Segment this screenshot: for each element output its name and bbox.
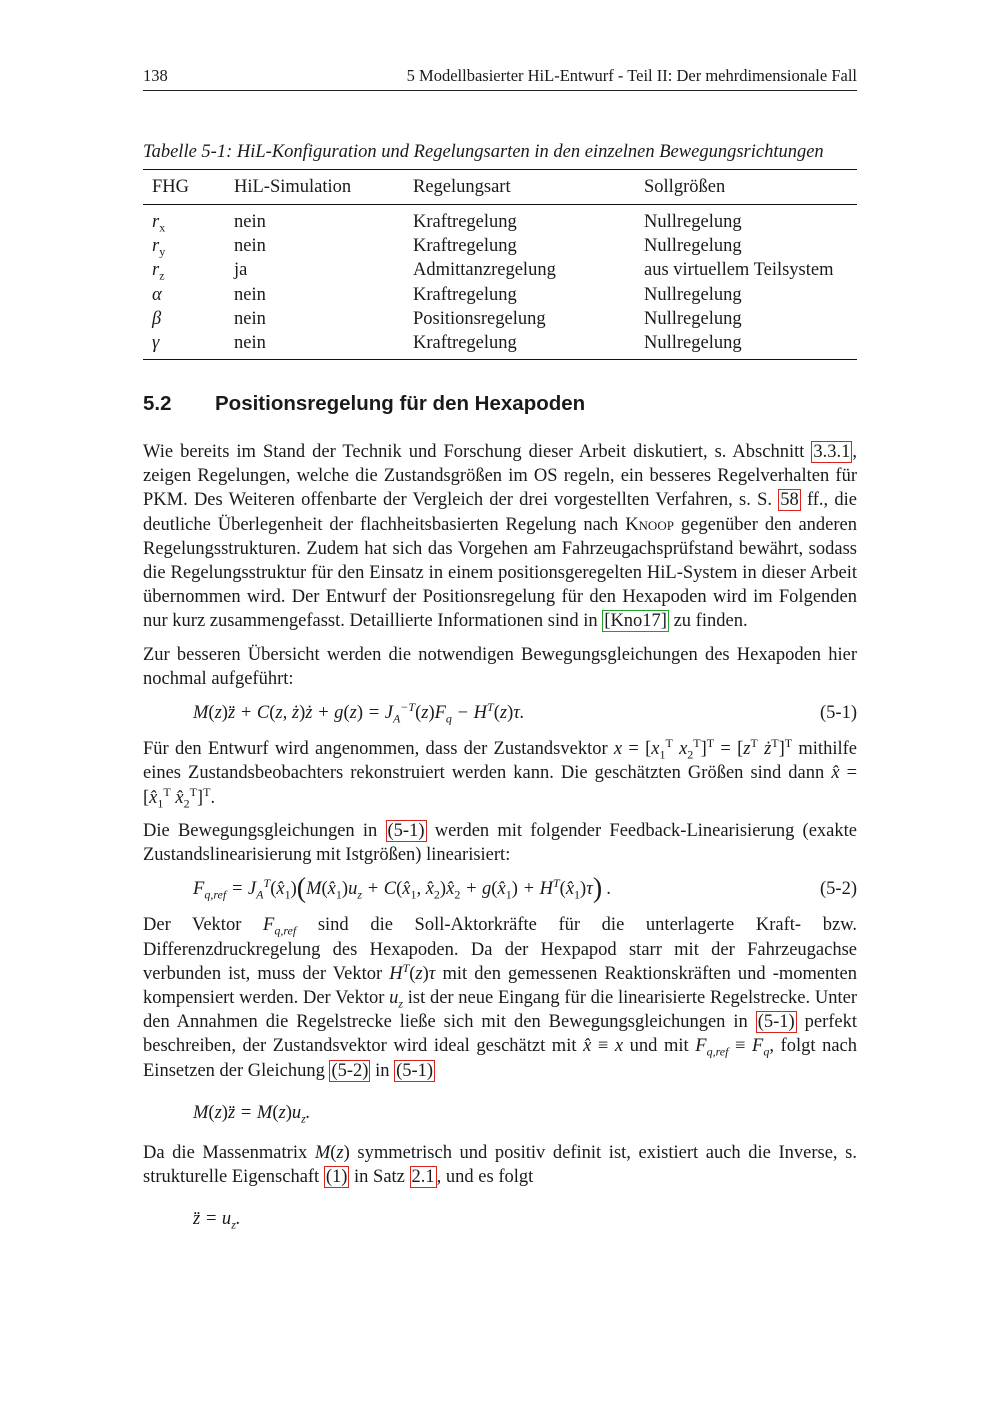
column-header: Regelungsart [413,170,644,205]
theorem-link[interactable]: 2.1 [411,1167,435,1188]
target-cell: Nullregelung [644,308,742,329]
column-header: FHG [143,170,234,205]
table-row [143,205,857,235]
mode-cell: Kraftregelung [413,331,644,360]
equation-link[interactable]: (5-1) [396,1060,434,1081]
mode-cell: Kraftregelung [413,284,517,305]
dof-cell: $r_y$ [152,236,166,259]
body-text [143,440,857,1232]
mode-cell: Kraftregelung [413,212,517,232]
paragraph: Da die Massenmatrix M(z) symmetrisch und positiv definit ist, existiert auch die Inverse, s. strukturelle Eigenschaft (1) in Satz 2.1 , und es folgt [143,1143,857,1188]
equation-5-2 [143,873,857,905]
equation-5-1 [143,701,857,725]
paragraph: Die Bewegungsgleichungen in (5-1) werden mit folgender Feedback-Linearisierung (exakte Zustandslinearisierung mit Istgrößen) linearisiert: [143,820,857,866]
table-body [143,205,857,360]
table-caption [143,142,857,163]
target-cell: Nullregelung [644,331,857,360]
section-number: 5.2 [143,392,172,415]
table-row [143,331,857,360]
target-cell: Nullregelung [644,212,742,232]
table-row [143,283,857,307]
paragraph: Zur besseren Übersicht werden die notwendigen Bewegungsgleichungen des Hexapoden hier nochmal aufgeführt: [143,644,857,689]
table-caption-label: Tabelle 5-1 [143,142,227,162]
dof-cell: $r_z$ [152,260,165,284]
chapter-title: 5 Modellbasierter HiL-Entwurf - Teil II: Der mehrdimensionale Fall [406,66,857,85]
equation-link[interactable]: (5-2) [331,1060,369,1081]
equation-expression: $F_{q,ref}$ = $J_A^T(x̂_1)(M(x̂_1)u_z$ + $C(x̂_1$, $x̂_2)x̂_2$ + $g(x̂_1)$ + $H^T(x̂_1)\tau$) . [193,873,612,905]
paragraph: Wie bereits im Stand der Technik und Forschung dieser Arbeit diskutiert, s. Abschnitt 3.3.1 , zeigen Regelungen, welche die Zustandsgrößen im OS regeln, ein besseres Regelverhalten für PKM. Des Weiteren offenbarte der Vergleich der drei vorgestellten Verfahren, s. S. 58 ff., die deutliche Überlegenheit der flachheitsbasierten Regelung nach Knoop gegenüber den anderen Regelungsstrukturen. Zudem hat sich das Vorgehen am Fahrzeugachsprüfstand bewährt, sodass die Regelungsstruktur für den Einsatz in einem positionsgeregelten HiL-System in dieser Arbeit übernommen wird. Der Entwurf der Positionsregelung für den Hexapoden wird im Folgenden nur kurz zusammengefasst. Detaillierte Informationen sind in [Kno17] zu finden. [143,442,858,632]
section-heading [143,392,585,416]
hil-table [143,169,857,360]
dof-cell: β [152,308,162,329]
column-header: HiL-Simulation [234,170,413,205]
equation-expression: M(z)z̈̈ = $M(z)u_z$. [193,1102,311,1126]
mode-cell: Admittanzregelung [413,260,556,281]
equation-expression: M(z)z̈̈ + C(z, ż)ż + $g(z) = J_A^{-T}(z)F_q - H^T(z)\tau$. [193,699,525,726]
target-cell: Nullregelung [644,284,742,305]
section-title: Positionsregelung für den Hexapoden [215,392,586,415]
citation-link[interactable]: [Kno17] [604,611,667,632]
table-header-row [143,170,857,205]
paragraph: Der Vektor $F_{q,ref}$ sind die Soll-Aktorkräfte für die unterlagerte Kraft- bzw. Differenzdruckregelung des Hexapoden. Da der Hexpapod starr mit der Fahrzeugachse verbunden ist, muss der Vektor $H^T(z)\tau$ mit den gemessenen Reaktionskräften und -momenten kompensiert werden. Der Vektor $u_z$ ist der neue Eingang für die linearisierte Regelstrecke. Unter den Annahmen die Regelstrecke ließe sich mit den Bewegungsgleichungen in (5-1) perfekt beschreiben, der Zustandsvektor wird ideal geschätzt mit x̂ ≡ x und mit $F_{q,ref} \equiv F_q$, folgt nach Einsetzen der Gleichung (5-2) in (5-1) [143,915,858,1081]
section-link[interactable]: 3.3.1 [813,442,851,462]
dof-cell: γ [143,331,234,360]
table-row [143,258,857,282]
equation-result [143,1207,857,1231]
property-link[interactable]: (1) [325,1167,348,1188]
hil-cell: nein [234,212,266,232]
hil-cell: nein [234,331,413,360]
author-name: Knoop [625,514,674,535]
mode-cell: Kraftregelung [413,236,517,257]
page-link[interactable]: 58 [780,490,799,511]
table-row [143,234,857,258]
dof-cell: $r_x$ [152,212,166,235]
equation-expression: z̈̈ = $u_z$. [193,1209,241,1233]
paragraph: Für den Entwurf wird angenommen, dass der Zustandsvektor $x = [x_1^T$ $x_2^T]^T = [z^T$ $ż^T]^T$ mithilfe eines Zustandsbeobachters rekonstruiert werden kann. Die geschätzten Größen sind dann x̂ = [$x̂_1^T$ $x̂_2^T]^T$. [143,736,857,811]
page-number: 138 [143,66,168,85]
equation-number: (5-2) [820,879,857,900]
equation-mass [143,1101,857,1125]
table-row [143,307,857,331]
table-caption-text: : HiL-Konfiguration und Regelungsarten in den einzelnen Bewegungsrichtungen [226,142,824,162]
hil-cell: nein [234,236,266,257]
hil-cell: ja [234,260,248,281]
dof-cell: α [152,284,162,305]
equation-link[interactable]: (5-1) [387,820,425,841]
running-head [143,66,857,91]
equation-link[interactable]: (5-1) [757,1012,795,1033]
mode-cell: Positionsregelung [413,308,546,329]
hil-cell: nein [234,308,266,329]
hil-cell: nein [234,284,266,305]
column-header: Sollgrößen [644,170,857,205]
target-cell: Nullregelung [644,236,742,257]
equation-number: (5-1) [820,703,857,724]
target-cell: aus virtuellem Teilsystem [644,260,834,281]
